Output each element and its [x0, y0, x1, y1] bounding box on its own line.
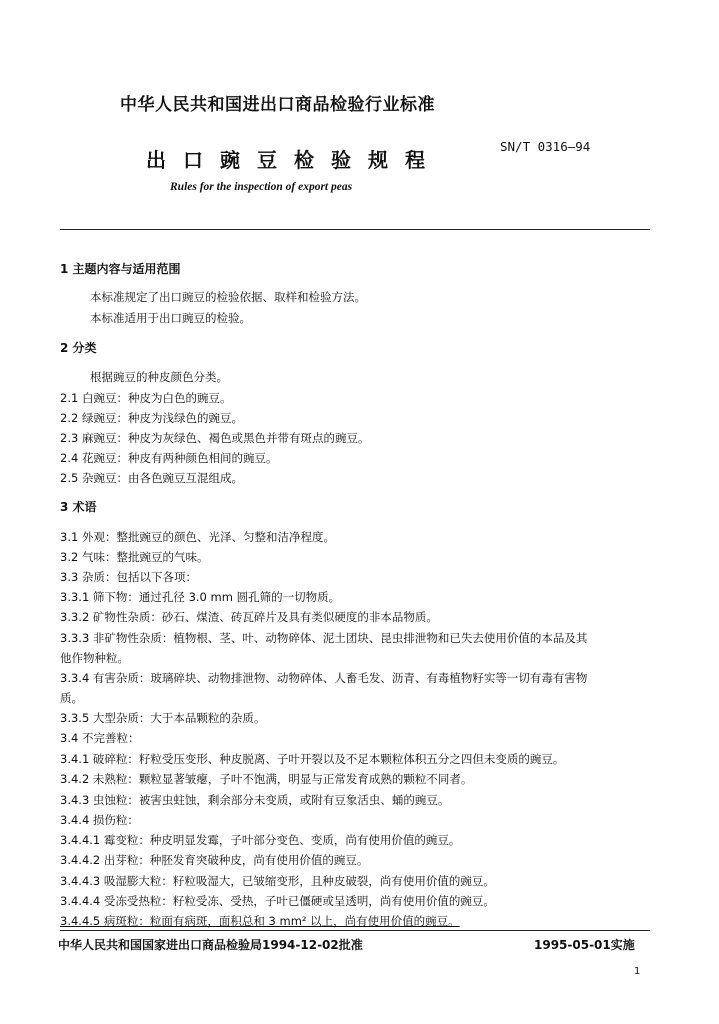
clause-line: 3.3.5 大型杂质：大于本品颗粒的杂质。 — [60, 711, 266, 725]
issuing-organization: 中华人民共和国进出口商品检验行业标准 — [120, 95, 435, 115]
clause-line: 3.4.4.1 霉变粒：种皮明显发霉，子叶部分变色、变质，尚有使用价值的豌豆。 — [60, 833, 461, 847]
clause-line: 3.4.4.3 吸湿膨大粒：籽粒吸湿大，已皱缩变形，且种皮破裂，尚有使用价值的豌豆。 — [60, 874, 495, 888]
body-line: 根据豌豆的种皮颜色分类。 — [90, 370, 228, 384]
implementation-date: 1995-05-01实施 — [534, 938, 635, 952]
clause-line: 2.5 杂豌豆：由各色豌豆互混组成。 — [60, 471, 243, 485]
clause-line: 3.4.4 损伤粒： — [60, 813, 139, 827]
clause-line: 3.4.4.2 出芽粒：种胚发育突破种皮，尚有使用价值的豌豆。 — [60, 853, 369, 867]
clause-line: 3.3 杂质：包括以下各项： — [60, 570, 197, 584]
clause-line: 3.3.4 有害杂质：玻璃碎块、动物排泄物、动物碎体、人畜毛发、沥青、有毒植物籽实等一切有毒有害物 — [60, 671, 588, 685]
clause-line: 质。 — [60, 691, 83, 705]
section-heading: 1 主题内容与适用范围 — [60, 262, 181, 276]
clause-line: 2.1 白豌豆：种皮为白色的豌豆。 — [60, 391, 232, 405]
document-title: 出口豌豆检验规程 — [146, 148, 442, 172]
clause-line: 3.4.3 虫蚀粒：被害虫蛀蚀，剩余部分未变质，或附有豆象活虫、蛹的豌豆。 — [60, 793, 450, 807]
clause-line: 3.3.3 非矿物性杂质：植物根、茎、叶、动物碎体、泥土团块、昆虫排泄物和已失去使用价值的本品及其 — [60, 631, 588, 645]
clause-line: 3.2 气味：整批豌豆的气味。 — [60, 550, 209, 564]
clause-line: 3.4 不完善粒： — [60, 731, 140, 745]
clause-line: 3.1 外观：整批豌豆的颜色、光泽、匀整和洁净程度。 — [60, 530, 335, 544]
approval-statement: 中华人民共和国国家进出口商品检验局1994-12-02批准 — [58, 938, 363, 952]
clause-line: 3.3.2 矿物性杂质：砂石、煤渣、砖瓦碎片及具有类似硬度的非本品物质。 — [60, 610, 438, 624]
english-title: Rules for the inspection of export peas — [170, 181, 353, 193]
page-number: 1 — [634, 966, 641, 977]
clause-line: 他作物种粒。 — [60, 651, 129, 665]
section-heading: 3 术语 — [60, 500, 97, 514]
body-line: 本标准适用于出口豌豆的检验。 — [90, 311, 251, 325]
clause-line: 2.3 麻豌豆：种皮为灰绿色、褐色或黑色并带有斑点的豌豆。 — [60, 431, 370, 445]
clause-line: 3.4.4.4 受冻受热粒：籽粒受冻、受热，子叶已僵硬或呈透明，尚有使用价值的豌豆。 — [60, 894, 495, 908]
body-line: 本标准规定了出口豌豆的检验依据、取样和检验方法。 — [90, 290, 366, 304]
standard-code: SN/T 0316—94 — [500, 139, 591, 154]
clause-line: 2.4 花豌豆：种皮有两种颜色相间的豌豆。 — [60, 451, 278, 465]
clause-line: 2.2 绿豌豆：种皮为浅绿色的豌豆。 — [60, 411, 243, 425]
clause-line: 3.4.4.5 病斑粒：粒面有病斑，面积总和 3 mm² 以上，尚有使用价值的豌豆。 — [60, 914, 460, 928]
clause-line: 3.4.2 未熟粒：颗粒显著皱瘪，子叶不饱满，明显与正常发育成熟的颗粒不同者。 — [60, 772, 473, 786]
header-divider — [60, 229, 650, 230]
clause-line: 3.3.1 筛下物：通过孔径 3.0 mm 圆孔筛的一切物质。 — [60, 590, 341, 604]
footer-divider — [60, 930, 650, 931]
clause-line: 3.4.1 破碎粒：籽粒受压变形、种皮脱离、子叶开裂以及不足本颗粒体积五分之四但未变质的豌豆。 — [60, 752, 565, 766]
section-heading: 2 分类 — [60, 341, 97, 355]
